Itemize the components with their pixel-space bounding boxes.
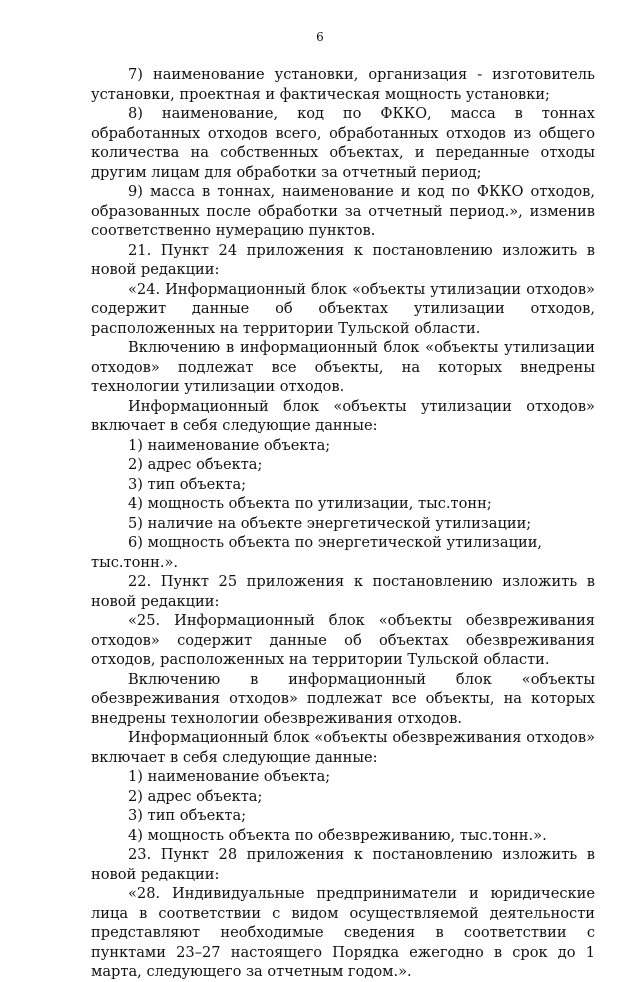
paragraph: «24. Информационный блок «объекты утилизации отходов» содержит данные об объектах утилизации отходов, расположенных на территории Тульской области. [91, 280, 595, 337]
list-item: 4) мощность объекта по утилизации, тыс.тонн; [128, 495, 492, 512]
paragraph: «25. Информационный блок «объекты обезвреживания отходов» содержит данные об объектах обезвреживания отходов, расположенных на территории Тульской области. [91, 612, 595, 668]
page-number: 6 [316, 30, 324, 44]
list-item: 1) наименование объекта; [128, 768, 331, 785]
document-body [91, 65, 595, 982]
paragraph: Включению в информационный блок «объекты обезвреживания отходов» подлежат все объекты, на которых внедрены технологии обезвреживания отходов. [91, 670, 595, 727]
list-item: 1) наименование объекта; [128, 436, 331, 454]
paragraph: 21. Пункт 24 приложения к постановлению изложить в новой редакции: [91, 241, 595, 278]
paragraph: 22. Пункт 25 приложения к постановлению изложить в новой редакции: [91, 573, 595, 610]
list-item: 6) мощность объекта по энергетической утилизации, тыс.тонн.». [91, 534, 543, 571]
paragraph: Информационный блок «объекты утилизации отходов» включает в себя следующие данные: [91, 397, 595, 434]
list-item: 2) адрес объекта; [128, 456, 263, 473]
list-item: 3) тип объекта; [128, 807, 247, 824]
paragraph: 23. Пункт 28 приложения к постановлению изложить в новой редакции: [91, 846, 595, 883]
paragraph: «28. Индивидуальные предприниматели и юридические лица в соответствии с видом осуществляемой деятельности представляют необходимые сведения в соответствии с пунктами 23–27 настоящего Порядка ежегодно в срок до 1 марта, следующего за отчетным годом.». [91, 885, 595, 980]
list-item: 2) адрес объекта; [128, 787, 263, 805]
paragraph: 7) наименование установки, организация - изготовитель установки, проектная и фактическая мощность установки; [91, 66, 595, 103]
paragraph: Информационный блок «объекты обезвреживания отходов» включает в себя следующие данные: [91, 729, 595, 766]
paragraph: Включению в информационный блок «объекты утилизации отходов» подлежат все объекты, на которых внедрены технологии утилизации отходов. [91, 339, 595, 395]
list-item: 3) тип объекта; [128, 475, 247, 493]
paragraph: 9) масса в тоннах, наименование и код по ФККО отходов, образованных после обработки за отчетный период.», изменив соответственно нумерацию пунктов. [91, 183, 595, 239]
paragraph: 8) наименование, код по ФККО, масса в тоннах обработанных отходов всего, обработанных отходов из общего количества на собственных объектах, и переданные отходы другим лицам для обработки за отчетный период; [91, 105, 595, 181]
list-item: 5) наличие на объекте энергетической утилизации; [128, 514, 532, 532]
list-item: 4) мощность объекта по обезвреживанию, тыс.тонн.». [128, 826, 547, 844]
